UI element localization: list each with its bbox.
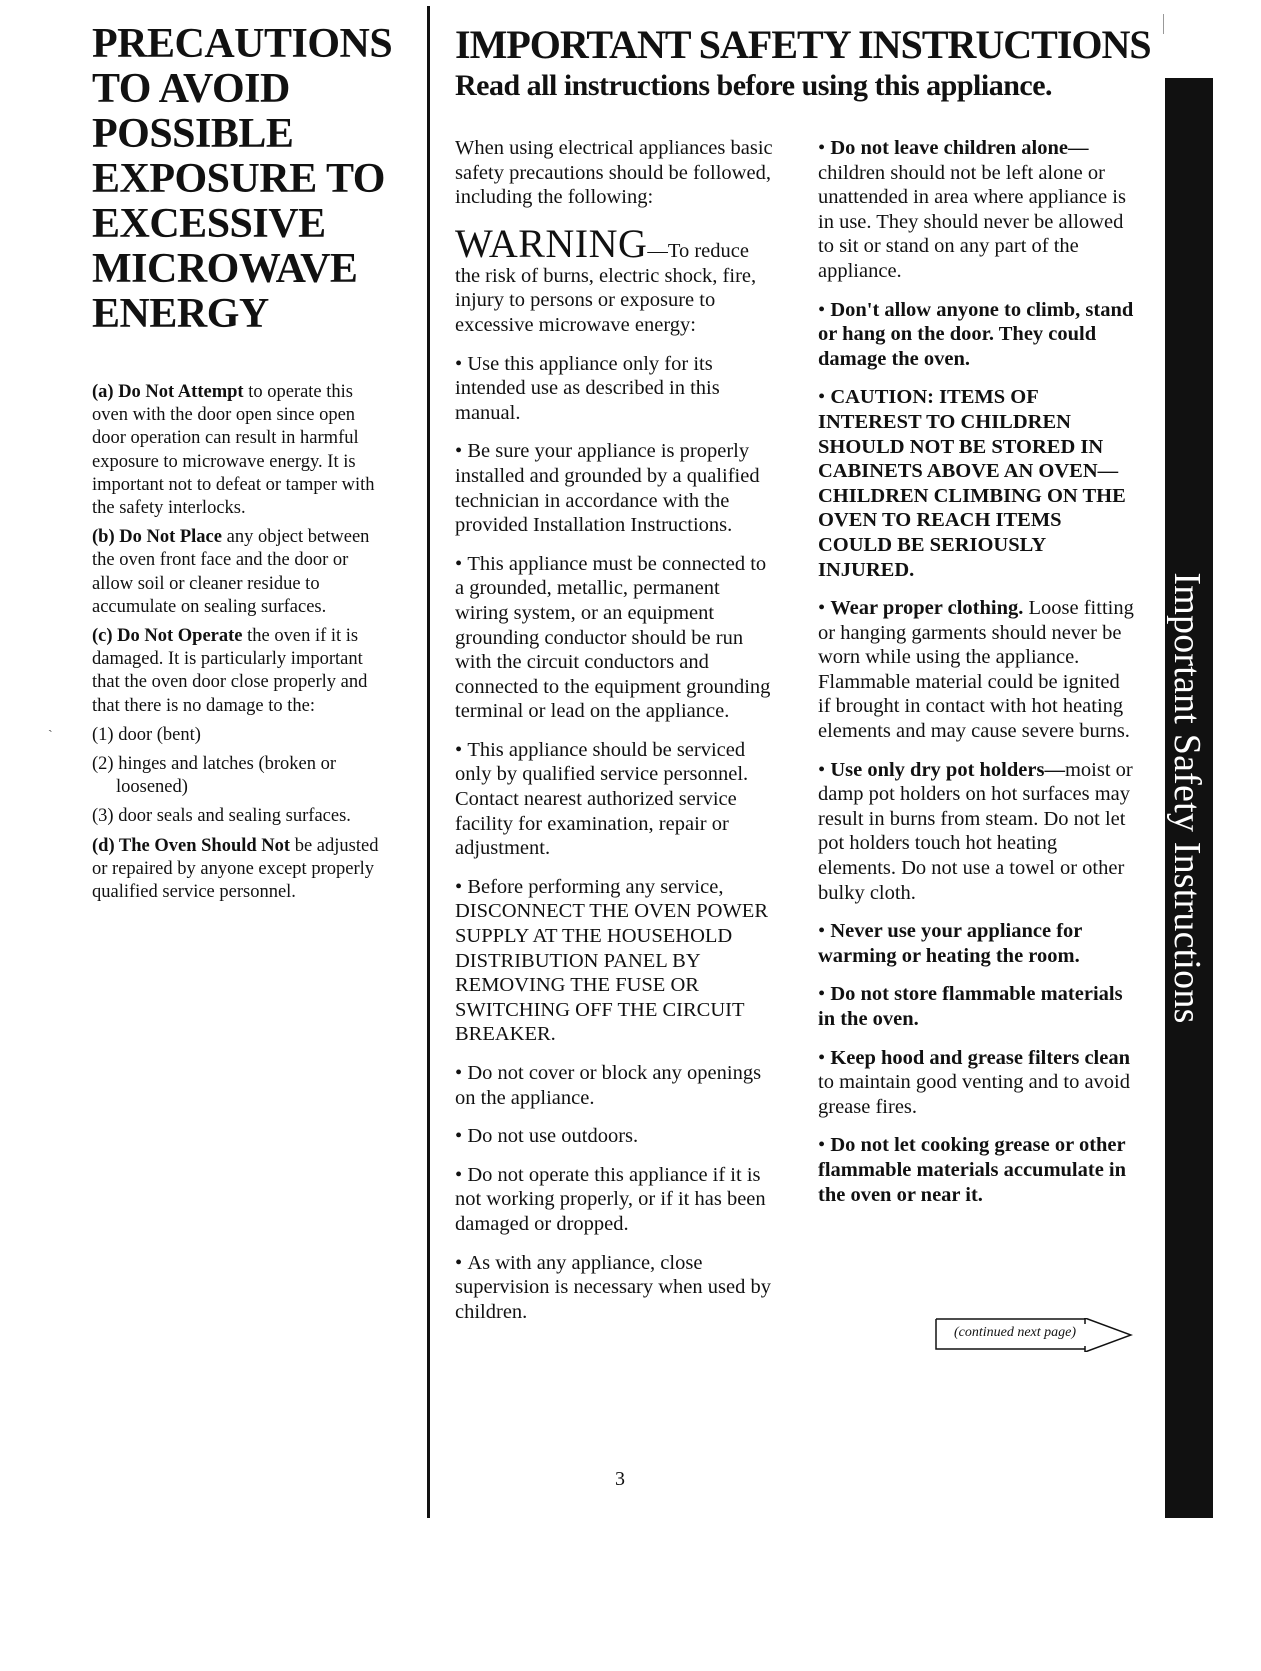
precaution-lead: (a) Do Not Attempt xyxy=(92,382,244,402)
bullet-item: • Do not operate this appliance if it is not working properly, or if it has been damaged or dropped. xyxy=(455,1163,773,1237)
precaution-lead: (c) Do Not Operate xyxy=(92,626,243,647)
precaution-item-a xyxy=(92,381,392,520)
bullet-text: to maintain good venting and to avoid grease fires. xyxy=(818,1071,1131,1118)
bullet-lead: Wear proper clothing. xyxy=(830,597,1024,620)
precaution-item-c xyxy=(92,625,392,718)
bullet-lead: Do not store flammable materials in the oven. xyxy=(818,983,1123,1030)
bullet-text: moist or damp pot holders on hot surfaces may result in burns from steam. Do not let pot holders touch hot heating elements. Do not use a towel or other bulky cloth. xyxy=(818,758,1133,904)
bullet-item xyxy=(818,758,1136,906)
safety-column-right xyxy=(818,136,1136,1221)
page-subtitle: Read all instructions before using this appliance. xyxy=(455,69,1053,102)
bullet-item: • Before performing any service, DISCONNECT THE OVEN POWER SUPPLY AT THE HOUSEHOLD DISTRIBUTION PANEL BY REMOVING THE FUSE OR SWITCHING OFF THE CIRCUIT BREAKER. xyxy=(455,875,773,1047)
precaution-lead: (d) The Oven Should Not xyxy=(92,835,291,856)
continued-next-page xyxy=(935,1318,1133,1352)
bullet-item xyxy=(818,919,1136,968)
bullet-item xyxy=(818,136,1136,284)
page-number: 3 xyxy=(615,1468,625,1490)
bullet-text: Loose fitting or hanging garments should never be worn while using the appliance. Flammable material could be ignited if brought in contact with hot heating elements and may cause severe burns. xyxy=(818,597,1134,743)
precaution-text: to operate this oven with the door open since open door operation can result in harmful exposure to microwave energy. It is important not to defeat or tamper with the safety interlocks. xyxy=(92,382,375,519)
precaution-lead: (b) Do Not Place xyxy=(92,527,222,548)
bullet-item: • Do not cover or block any openings on the appliance. xyxy=(455,1061,773,1110)
bullet-item: • Be sure your appliance is properly installed and grounded by a qualified technician in accordance with the provided Installation Instructions. xyxy=(455,439,773,537)
damage-item-3: (3) door seals and sealing surfaces. xyxy=(92,806,351,827)
bullet-item: • Use this appliance only for its intended use as described in this manual. xyxy=(455,352,773,426)
bullet-lead: CAUTION: ITEMS OF INTEREST TO CHILDREN SHOULD NOT BE STORED IN CABINETS ABOVE AN OVEN—CHILDREN CLIMBING ON THE OVEN TO REACH ITEMS COULD BE SERIOUSLY INJURED. xyxy=(818,386,1126,581)
column-divider xyxy=(427,6,430,1518)
edge-mark xyxy=(1163,14,1164,34)
damage-item-2: (2) hinges and latches (broken or loosened) xyxy=(92,754,337,798)
bullet-lead: Do not let cooking grease or other flammable materials accumulate in the oven or near it. xyxy=(818,1134,1127,1206)
bullet-item: • As with any appliance, close supervision is necessary when used by children. xyxy=(455,1251,773,1325)
bullet-item: • This appliance must be connected to a grounded, metallic, permanent wiring system, or an equipment grounding conductor should be run with the circuit conductors and connected to the equipment grounding terminal or lead on the appliance. xyxy=(455,552,773,724)
page-title: IMPORTANT SAFETY INSTRUCTIONS xyxy=(455,22,1151,67)
damage-item-1: (1) door (bent) xyxy=(92,724,201,745)
bullet-lead: Never use your appliance for warming or heating the room. xyxy=(818,920,1082,967)
bullet-item xyxy=(818,1046,1136,1120)
precautions-list xyxy=(92,381,392,904)
warning-text: —To reduce the risk of burns, electric shock, fire, injury to persons or exposure to excessive microwave energy: xyxy=(455,239,757,336)
bullet-item xyxy=(818,1133,1136,1207)
precautions-title: PRECAUTIONS TO AVOID POSSIBLE EXPOSURE TO EXCESSIVE MICROWAVE ENERGY xyxy=(92,21,393,337)
bullet-text: children should not be left alone or unattended in area where appliance is in use. They should never be allowed to sit or stand on any part of the appliance. xyxy=(818,161,1126,282)
bullet-item: • This appliance should be serviced only by qualified service personnel. Contact nearest authorized service facility for examination, repair or adjustment. xyxy=(455,738,773,861)
warning-paragraph xyxy=(455,220,773,338)
precaution-item-b xyxy=(92,526,392,619)
bullet-lead: Do not leave children alone— xyxy=(830,137,1089,159)
intro-text: When using electrical appliances basic safety precautions should be followed, including the following: xyxy=(455,137,773,209)
warning-word: WARNING xyxy=(455,220,648,266)
continued-label: (continued next page) xyxy=(953,1325,1077,1340)
precaution-text: any object between the oven front face and the door or allow soil or cleaner residue to accumulate on sealing surfaces. xyxy=(92,527,370,617)
precaution-text: be adjusted or repaired by anyone except properly qualified service personnel. xyxy=(92,835,379,903)
precautions-column xyxy=(92,22,392,910)
bullet-item xyxy=(818,596,1136,744)
bullet-lead: Use only dry pot holders— xyxy=(830,758,1065,781)
bullet-lead: Keep hood and grease filters clean xyxy=(830,1046,1131,1069)
section-side-tab-label: Important Safety Instructions xyxy=(1166,572,1208,1024)
safety-column-middle xyxy=(455,136,773,1338)
bullet-item: • Do not use outdoors. xyxy=(455,1124,773,1149)
precaution-item-d xyxy=(92,835,392,905)
precaution-text: the oven if it is damaged. It is particularly important that the oven door close properly and that there is no damage to the: xyxy=(92,626,368,716)
bullet-item xyxy=(818,385,1136,582)
scan-mark: ˎ xyxy=(48,718,53,733)
bullet-item xyxy=(818,298,1136,372)
bullet-lead: Don't allow anyone to climb, stand or hang on the door. They could damage the oven. xyxy=(818,298,1134,370)
bullet-item xyxy=(818,982,1136,1031)
